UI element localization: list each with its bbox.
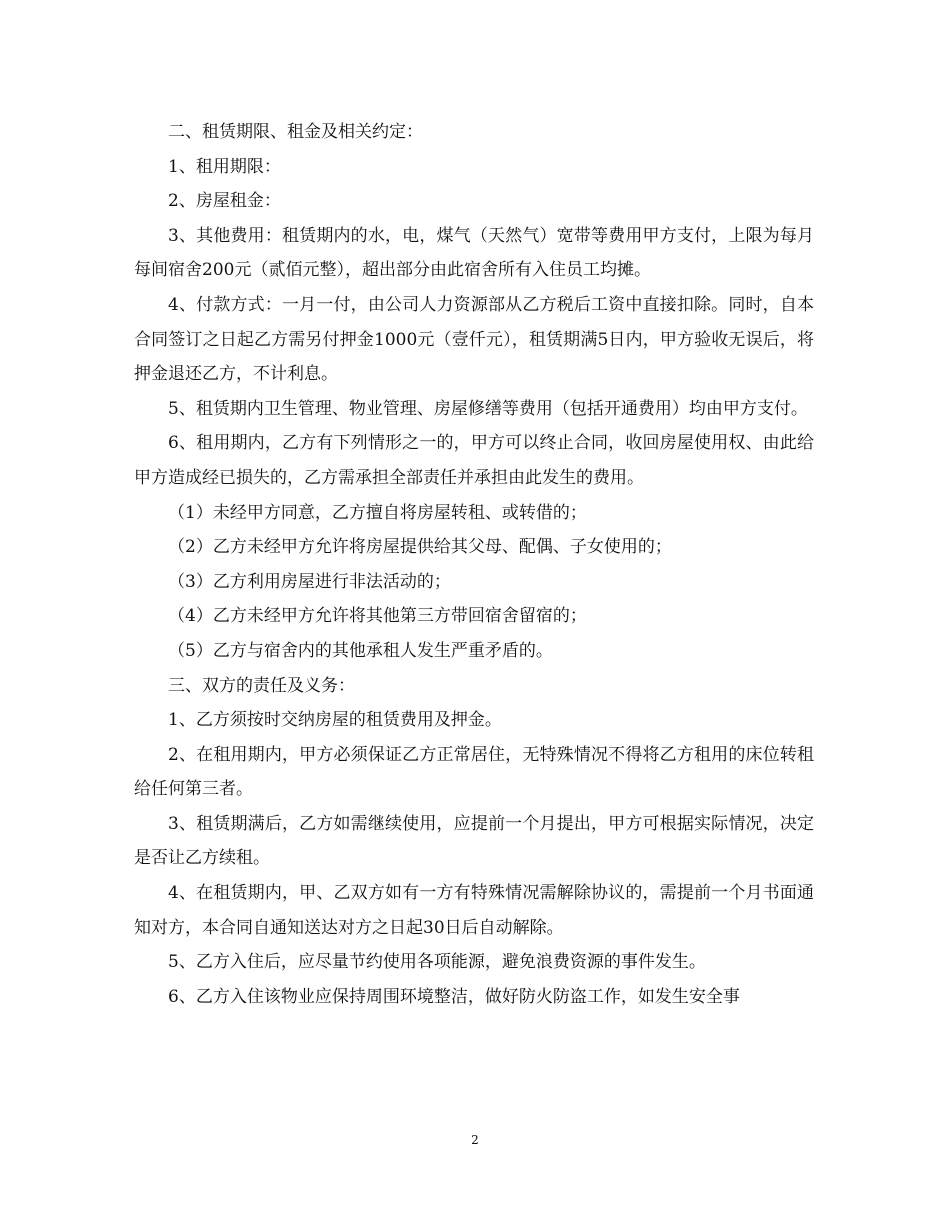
clause-lease-period: 1、租用期限： [168,156,281,177]
clause-termination: 6、租用期内，乙方有下列情形之一的，甲方可以终止合同，收回房屋使用权、由此给甲方造成经已损失的，乙方需承担全部责任并承担由此发生的费用。 [134,433,814,488]
clause-other-fees: 3、其他费用：租赁期内的水，电，煤气（天然气）宽带等费用甲方支付，上限为每月每间宿舍200元（贰佰元整），超出部分由此宿舍所有入住员工均摊。 [134,225,814,281]
clause-maintenance-fees: 5、租赁期内卫生管理、物业管理、房屋修缮等费用（包括开通费用）均由甲方支付。 [168,398,808,419]
duty-1: 1、乙方须按时交纳房屋的租赁费用及押金。 [168,710,502,731]
heading-responsibilities: 三、双方的责任及义务： [168,675,355,696]
duty-4: 4、在租赁期内，甲、乙双方如有一方有特殊情况需解除协议的，需提前一个月书面通知对方，本合同自通知送达对方之日起30日后自动解除。 [134,883,814,938]
heading-lease-term: 二、租赁期限、租金及相关约定： [168,122,423,142]
duty-6: 6、乙方入住该物业应保持周围环境整洁，做好防火防盗工作，如发生安全事 [168,986,740,1007]
duty-5: 5、乙方入住后，应尽量节约使用各项能源，避免浪费资源的事件发生。 [168,952,706,973]
termination-item-2: （2）乙方未经甲方允许将房屋提供给其父母、配偶、子女使用的； [168,537,672,558]
duty-3: 3、租赁期满后，乙方如需继续使用，应提前一个月提出，甲方可根据实际情况，决定是否让乙方续租。 [134,813,814,869]
clause-rent: 2、房屋租金： [168,191,281,212]
duty-2: 2、在租用期内，甲方必须保证乙方正常居住，无特殊情况不得将乙方租用的床位转租给任何第三者。 [134,744,814,800]
termination-item-4: （4）乙方未经甲方允许将其他第三方带回宿舍留宿的； [168,606,587,627]
termination-item-5: （5）乙方与宿舍内的其他承租人发生严重矛盾的。 [168,640,553,661]
page-number: 2 [471,1133,479,1147]
document-body [134,115,814,1014]
clause-payment-method: 4、付款方式：一月一付，由公司人力资源部从乙方税后工资中直接扣除。同时，自本合同签订之日起乙方需另付押金1000元（壹仟元），租赁期满5日内，甲方验收无误后，将押金退还乙方，不计利息。 [134,294,814,385]
termination-item-1: （1）未经甲方同意，乙方擅自将房屋转租、或转借的； [168,502,587,523]
termination-item-3: （3）乙方利用房屋进行非法活动的； [168,571,451,592]
